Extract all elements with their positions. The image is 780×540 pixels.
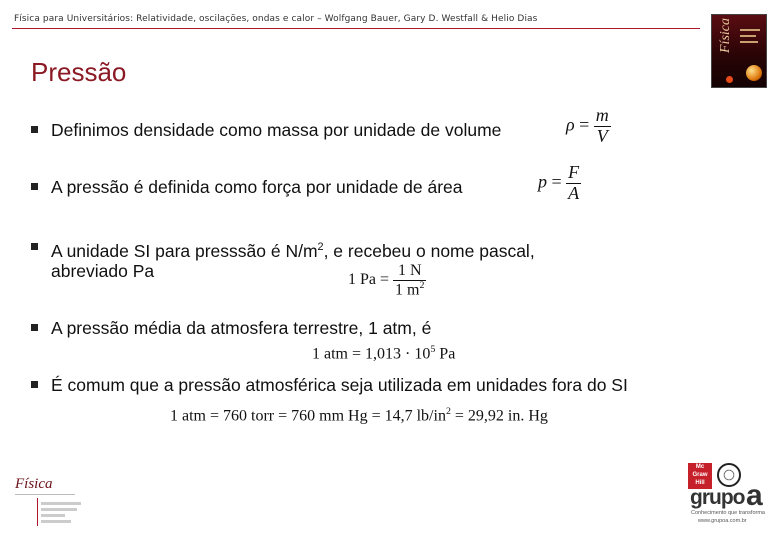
slide-title: Pressão (31, 57, 127, 87)
mcgraw-hill-logo: Mc Graw Hill (688, 463, 712, 489)
bullet-text-line2: abreviado Pa (51, 261, 155, 281)
grupo-tagline: Conhecimento que transforma (691, 510, 765, 516)
grupo-a-logo (688, 460, 768, 528)
bullet-square-icon (31, 324, 38, 331)
bullet-square-icon (31, 243, 38, 250)
book-cover-title: Física (718, 18, 733, 53)
grupo-a-letter: a (746, 479, 763, 512)
cover-sphere-graphic (746, 65, 762, 81)
bullet-text: É comum que a pressão atmosférica seja utilizada em unidades fora do SI (51, 375, 628, 395)
bullet-square-icon (31, 183, 38, 190)
book-logo-text: Física (15, 476, 53, 492)
bullet-text: Definimos densidade como massa por unidade de volume (51, 120, 502, 140)
grupo-url: www.grupoa.com.br (698, 518, 747, 524)
book-header: Física para Universitários: Relatividade, oscilações, ondas e calor – Wolfgang Bauer, Gary D. Westfall & Helio Dias (14, 14, 538, 24)
bullet-text: A pressão é definida como força por unidade de área (51, 177, 463, 197)
bullet-square-icon (31, 126, 38, 133)
book-cover-image (711, 14, 767, 88)
header-divider (12, 28, 700, 29)
bullet-text: A unidade SI para presssão é $N/m^2$, e recebeu o nome pascal, (51, 240, 535, 261)
conversion-formula: 1 atm = 760 torr = 760 mm Hg = 14,7 $lb/in^2 = 29,92$ in. Hg (170, 406, 548, 425)
bullet-square-icon (31, 381, 38, 388)
atm-formula: 1 atm = $1,013 \cdot 10^5$ Pa (312, 344, 456, 363)
density-formula: ρ = $\frac{m}{V}$ (566, 105, 609, 146)
book-logo (15, 476, 105, 526)
pascal-formula: 1 Pa = $\frac{1 N}{1 m^2}$ (348, 262, 425, 298)
bullet-text: A pressão média da atmosfera terrestre, 1 atm, é (51, 318, 432, 338)
pressure-formula: p = $\frac{F}{A}$ (538, 162, 580, 203)
grupo-wordmark: grupo (690, 486, 745, 509)
seal-icon (717, 463, 741, 487)
